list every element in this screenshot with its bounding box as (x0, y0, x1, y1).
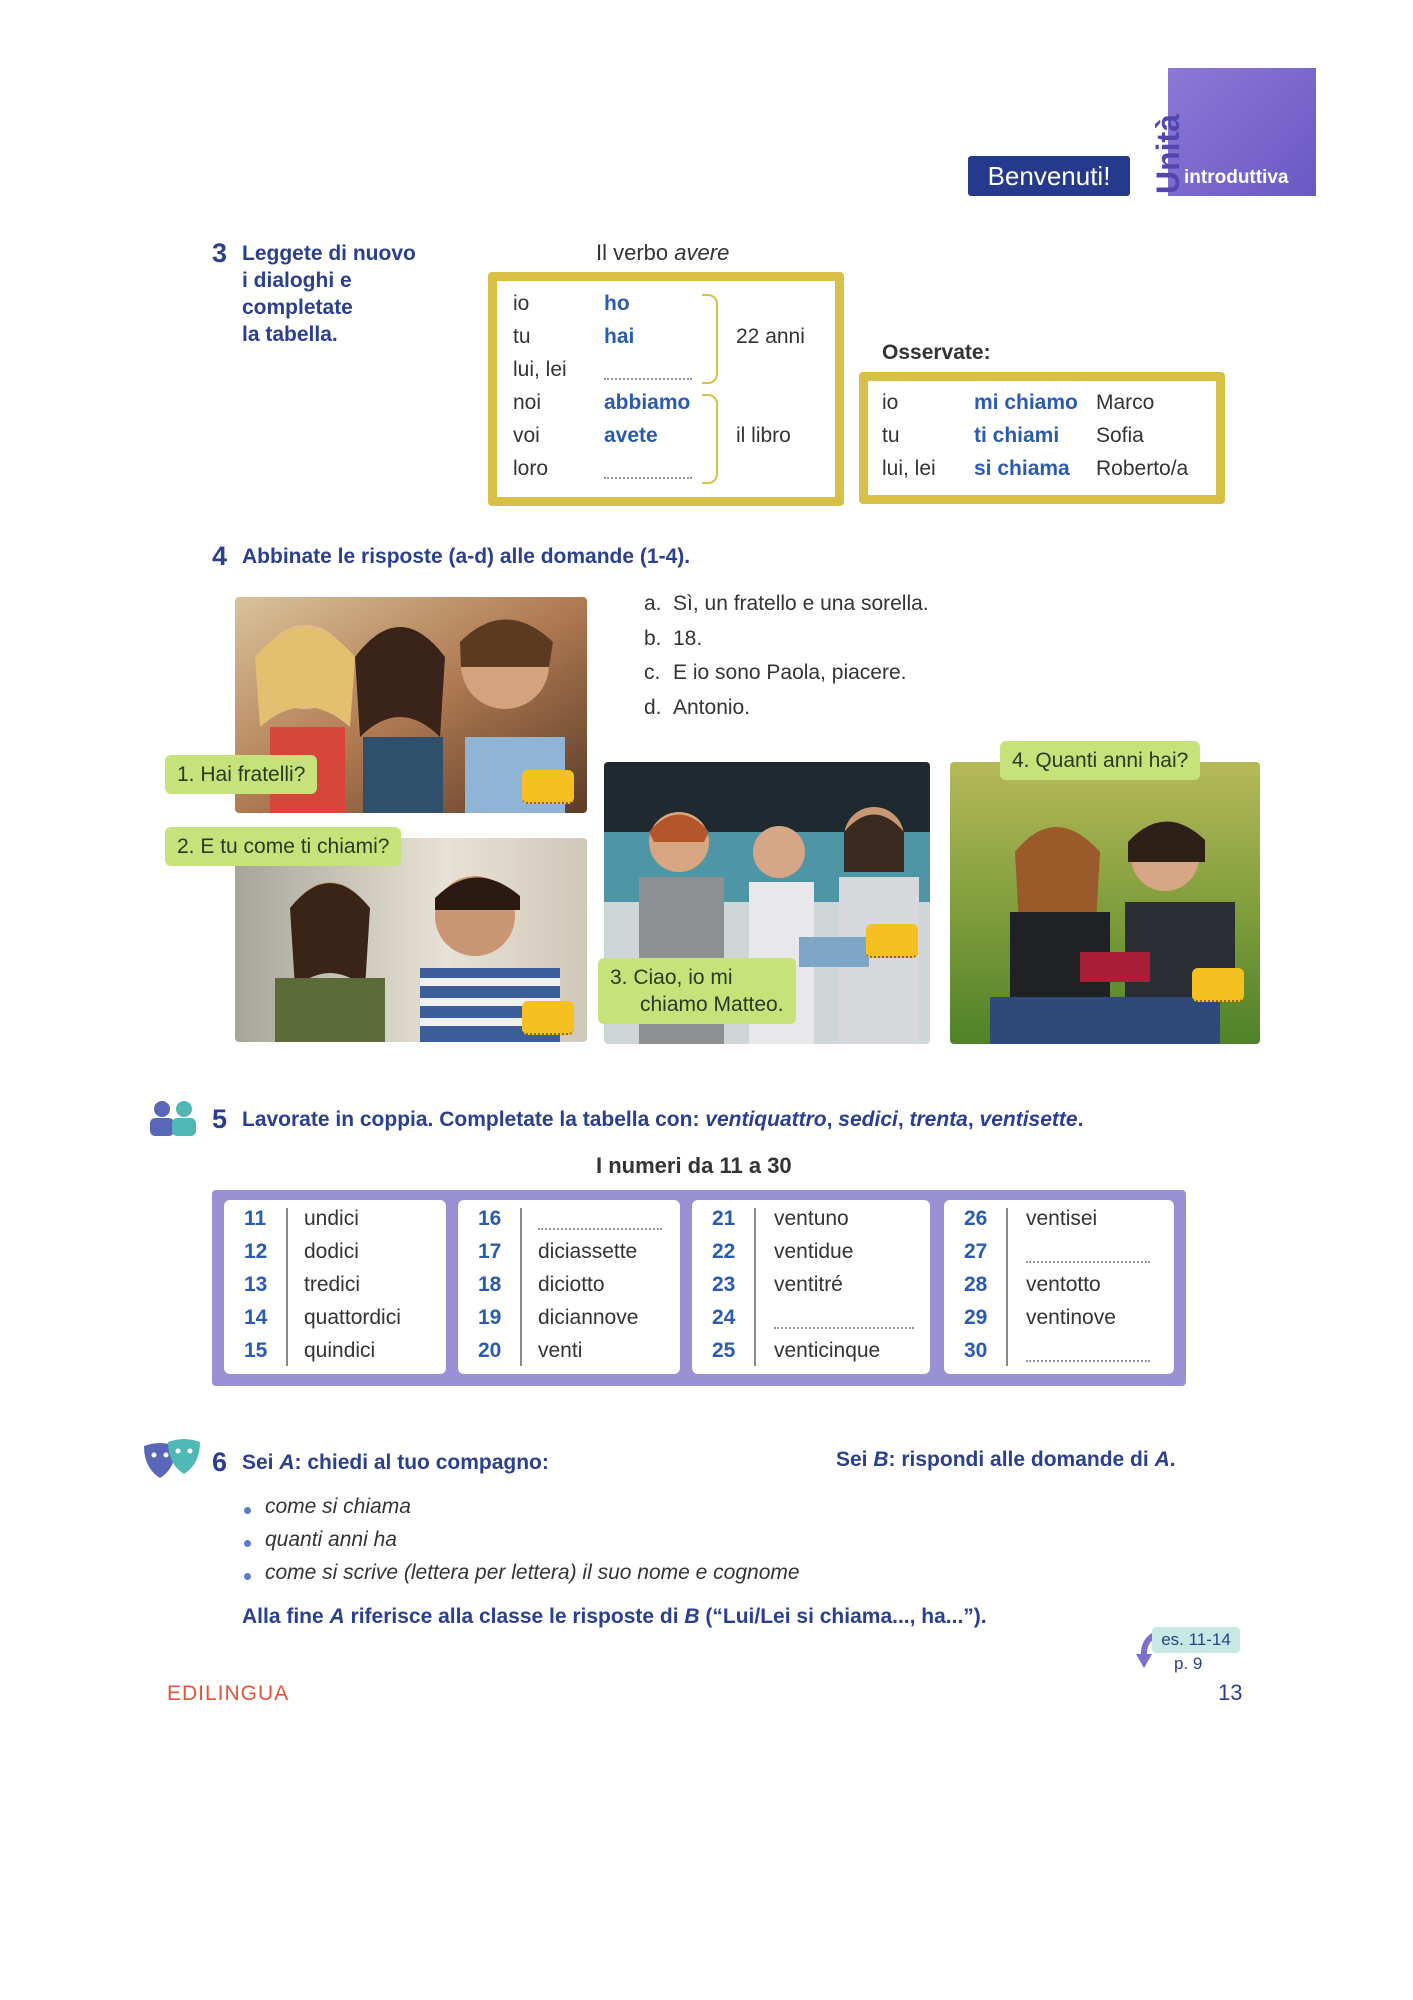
number: 12 (244, 1240, 268, 1263)
number-word: diciotto (538, 1273, 605, 1296)
exercise-4-number: 4 (212, 541, 228, 571)
workbook-page-ref: p. 9 (1174, 1654, 1203, 1673)
bullet-item: quanti anni ha (265, 1528, 397, 1551)
number: 24 (712, 1306, 736, 1329)
number: 17 (478, 1240, 502, 1263)
question-bubble-4: 4. Quanti anni hai? (1000, 741, 1200, 780)
unit-title-badge: Benvenuti! (968, 156, 1130, 196)
number-word: ventotto (1026, 1273, 1101, 1296)
number: 26 (964, 1207, 988, 1230)
exercise-5-number: 5 (212, 1104, 228, 1134)
number-word: tredici (304, 1273, 361, 1296)
answer-letter: a. (644, 592, 662, 615)
blank-line[interactable] (604, 477, 692, 479)
verb-form: abbiamo (604, 391, 691, 414)
exercise-6-role-b: Sei B: rispondi alle domande di A. (836, 1448, 1176, 1471)
unit-subtitle: introduttiva (1184, 167, 1289, 188)
publisher-logo: EDILINGUA (167, 1682, 290, 1705)
question-bubble-1: 1. Hai fratelli? (165, 755, 317, 794)
number-word: ventisei (1026, 1207, 1098, 1230)
number-word: venti (538, 1339, 583, 1362)
numbers-table-title: I numeri da 11 a 30 (596, 1153, 792, 1178)
number-word: quattordici (304, 1306, 401, 1329)
number-word: dodici (304, 1240, 359, 1263)
answer-text: 18. (673, 627, 703, 650)
brace (702, 294, 718, 384)
brace (702, 394, 718, 484)
number-word: quindici (304, 1339, 376, 1362)
group-label: il libro (736, 424, 791, 447)
exercise-6-number: 6 (212, 1447, 228, 1477)
number: 27 (964, 1240, 988, 1263)
column-divider (1006, 1208, 1008, 1366)
number-word: diciassette (538, 1240, 638, 1263)
number: 19 (478, 1306, 502, 1329)
role-play-masks-icon (140, 1438, 204, 1482)
unit-word: Unità (1150, 114, 1186, 194)
number: 15 (244, 1339, 268, 1362)
group-label: 22 anni (736, 325, 805, 348)
name: Sofia (1096, 424, 1144, 447)
bullet-item: come si chiama (265, 1495, 411, 1518)
bullet-dot (244, 1573, 251, 1580)
number-word: undici (304, 1207, 359, 1230)
pronoun: tu (882, 424, 900, 447)
pronoun: loro (513, 457, 549, 480)
blank-line[interactable] (1026, 1360, 1150, 1362)
number-word: venticinque (774, 1339, 881, 1362)
answer-letter: c. (644, 661, 661, 684)
answer-text: Sì, un fratello e una sorella. (673, 592, 929, 615)
blank-line[interactable] (774, 1327, 914, 1329)
answer-text: E io sono Paola, piacere. (673, 661, 907, 684)
bullet-dot (244, 1507, 251, 1514)
bullet-dot (244, 1540, 251, 1547)
number: 20 (478, 1339, 502, 1362)
column-divider (286, 1208, 288, 1366)
column-divider (520, 1208, 522, 1366)
exercise-6-conclusion: Alla fine A riferisce alla classe le risposte di B (“Lui/Lei si chiama..., ha...”). (242, 1605, 987, 1628)
number-word: ventidue (774, 1240, 854, 1263)
number: 16 (478, 1207, 502, 1230)
verb-form: avete (604, 424, 658, 447)
answer-text: Antonio. (673, 696, 751, 719)
observe-label: Osservate: (882, 341, 991, 364)
answer-slot[interactable] (866, 924, 918, 958)
verb-form: hai (604, 325, 635, 348)
answer-slot[interactable] (1192, 968, 1244, 1002)
number: 14 (244, 1306, 268, 1329)
number-word: ventitré (774, 1273, 843, 1296)
number-word: diciannove (538, 1306, 639, 1329)
number: 22 (712, 1240, 736, 1263)
number: 28 (964, 1273, 988, 1296)
exercise-3-instruction: Leggete di nuovo i dialoghi e completate la tabella. (242, 242, 416, 346)
verb-form: ho (604, 292, 630, 315)
name: Marco (1096, 391, 1155, 414)
pronoun: lui, lei (513, 358, 567, 381)
exercise-4-instruction: Abbinate le risposte (a-d) alle domande (1-4). (242, 545, 691, 568)
pronoun: io (882, 391, 899, 414)
column-divider (754, 1208, 756, 1366)
verb-form: si chiama (974, 457, 1070, 480)
pronoun: io (513, 292, 530, 315)
answer-slot[interactable] (522, 770, 574, 804)
exercise-5-instruction: Lavorate in coppia. Completate la tabella con: ventiquattro, sedici, trenta, ventisette. (242, 1108, 1084, 1131)
workbook-reference[interactable]: es. 11-14 (1152, 1627, 1240, 1653)
number: 21 (712, 1207, 736, 1230)
pronoun: lui, lei (882, 457, 936, 480)
number-word: ventinove (1026, 1306, 1116, 1329)
exercise-6-role-a: Sei A: chiedi al tuo compagno: (242, 1451, 549, 1474)
number-word: ventuno (774, 1207, 849, 1230)
exercise-3-number: 3 (212, 238, 228, 268)
question-bubble-3: 3. Ciao, io mi chiamo Matteo. (598, 958, 796, 1024)
verb-form: ti chiami (974, 424, 1060, 447)
pronoun: voi (513, 424, 540, 447)
pronoun: tu (513, 325, 531, 348)
answer-letter: b. (644, 627, 662, 650)
number: 29 (964, 1306, 988, 1329)
blank-line[interactable] (604, 378, 692, 380)
number: 30 (964, 1339, 988, 1362)
page-number: 13 (1218, 1680, 1243, 1705)
pronoun: noi (513, 391, 542, 414)
blank-line[interactable] (538, 1228, 662, 1230)
number: 25 (712, 1339, 736, 1362)
question-bubble-2: 2. E tu come ti chiami? (165, 827, 401, 866)
verb-form: mi chiamo (974, 391, 1078, 414)
number: 13 (244, 1273, 268, 1296)
answer-slot[interactable] (522, 1001, 574, 1035)
blank-line[interactable] (1026, 1261, 1150, 1263)
answer-letter: d. (644, 696, 662, 719)
pair-work-icon (146, 1098, 200, 1138)
number: 11 (244, 1207, 267, 1230)
bullet-item: come si scrive (lettera per lettera) il suo nome e cognome (265, 1561, 800, 1584)
name: Roberto/a (1096, 457, 1189, 480)
number: 18 (478, 1273, 502, 1296)
number: 23 (712, 1273, 736, 1296)
verb-table-title: Il verbo avere (596, 240, 730, 265)
